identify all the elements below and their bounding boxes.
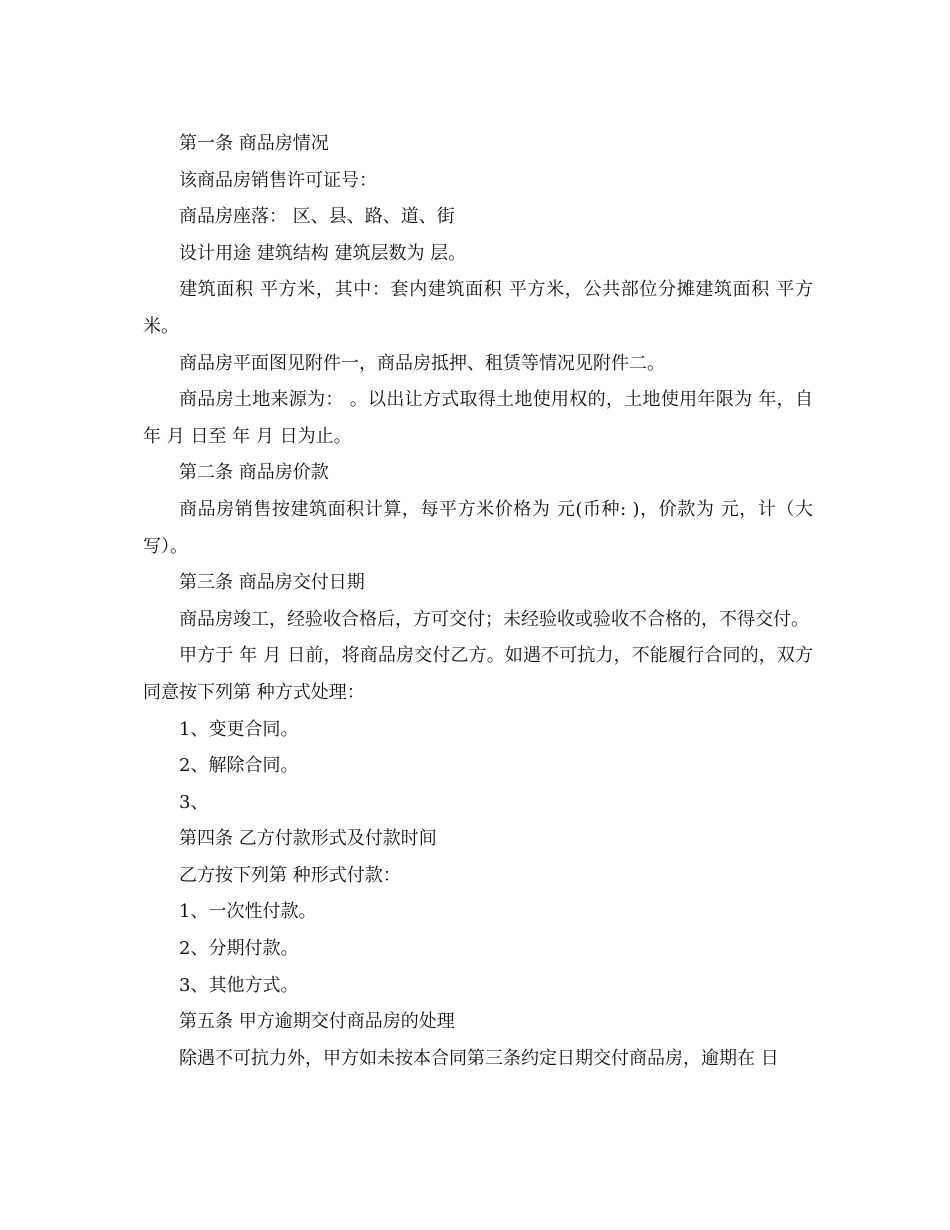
paragraph: 商品房平面图见附件一，商品房抵押、租赁等情况见附件二。 xyxy=(179,352,665,374)
paragraph: 商品房座落： 区、县、路、道、街 xyxy=(179,206,455,228)
list-item: 3、 xyxy=(179,791,209,813)
paragraph: 建筑面积 平方米，其中：套内建筑面积 平方米，公共部位分摊建筑面积 平方米。 xyxy=(143,279,813,337)
list-item: 2、解除合同。 xyxy=(179,755,299,777)
document-body xyxy=(143,126,813,1077)
article-5-heading: 第五条 甲方逾期交付商品房的处理 xyxy=(179,1011,455,1033)
paragraph: 设计用途 建筑结构 建筑层数为 层。 xyxy=(179,242,467,264)
paragraph: 甲方于 年 月 日前，将商品房交付乙方。如遇不可抗力，不能履行合同的，双方同意按下列第 种方式处理： xyxy=(143,645,813,703)
article-1-heading: 第一条 商品房情况 xyxy=(179,133,329,154)
article-3-heading: 第三条 商品房交付日期 xyxy=(179,572,365,594)
paragraph: 商品房竣工，经验收合格后，方可交付；未经验收或验收不合格的，不得交付。 xyxy=(179,608,809,630)
article-4-heading: 第四条 乙方付款形式及付款时间 xyxy=(179,828,437,850)
list-item: 3、其他方式。 xyxy=(179,974,299,996)
paragraph: 除遇不可抗力外，甲方如未按本合同第三条约定日期交付商品房，逾期在 日 xyxy=(179,1047,779,1069)
paragraph: 该商品房销售许可证号： xyxy=(179,169,377,191)
paragraph: 商品房销售按建筑面积计算，每平方米价格为 元(币种: )，价款为 元，计（大写）。 xyxy=(143,498,813,557)
article-2-heading: 第二条 商品房价款 xyxy=(179,462,329,484)
list-item: 1、变更合同。 xyxy=(179,718,299,740)
paragraph: 商品房土地来源为： 。以出让方式取得土地使用权的，土地使用年限为 年，自 年 月 日至 年 月 日为止。 xyxy=(143,389,813,447)
list-item: 1、一次性付款。 xyxy=(179,901,317,923)
paragraph: 乙方按下列第 种形式付款： xyxy=(179,864,401,886)
list-item: 2、分期付款。 xyxy=(179,938,299,960)
